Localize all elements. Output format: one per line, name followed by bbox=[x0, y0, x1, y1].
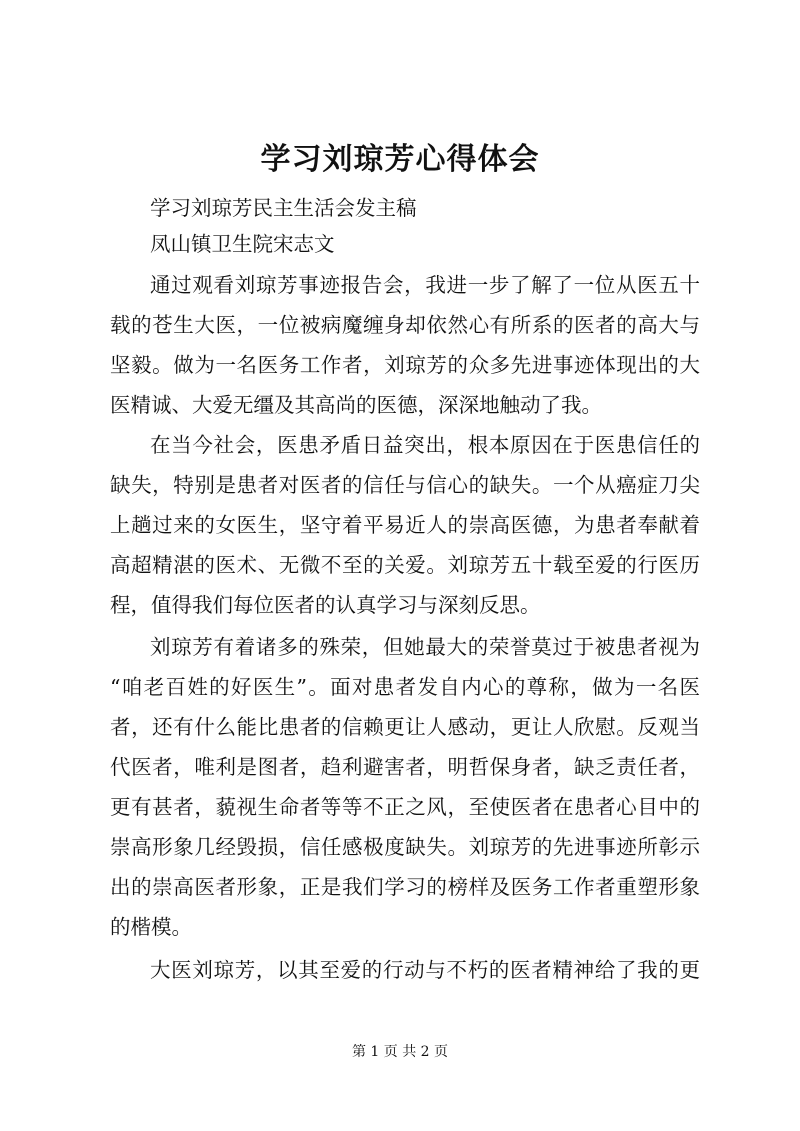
paragraph-3-line-6: 崇高形象几经毁损，信任感极度缺失。刘琼芳的先进事迹所彰示 bbox=[110, 835, 700, 859]
paragraph-1-line-4: 医精诚、大爱无缰及其高尚的医德，深深地触动了我。 bbox=[110, 393, 602, 417]
document-title: 学习刘琼芳心得体会 bbox=[260, 142, 540, 177]
paragraph-1-line-3: 坚毅。做为一名医务工作者，刘琼芳的众多先进事迹体现出的大 bbox=[110, 353, 700, 377]
paragraph-2-line-2: 缺失，特别是患者对医者的信任与信心的缺失。一个从癌症刀尖 bbox=[110, 473, 700, 497]
paragraph-2-line-4: 高超精湛的医术、无微不至的关爱。刘琼芳五十载至爱的行医历 bbox=[110, 553, 700, 577]
subtitle: 学习刘琼芳民主生活会发主稿 bbox=[150, 196, 417, 220]
paragraph-3-line-2: “咱老百姓的好医生”。面对患者发自内心的尊称，做为一名医 bbox=[110, 675, 700, 699]
paragraph-3-line-5: 更有甚者，藐视生命者等等不正之风，至使医者在患者心目中的 bbox=[110, 795, 700, 819]
paragraph-3-line-7: 出的崇高医者形象，正是我们学习的榜样及医务工作者重塑形象 bbox=[110, 875, 700, 899]
paragraph-3-line-8: 的楷模。 bbox=[110, 915, 192, 939]
paragraph-2-line-3: 上趟过来的女医生，坚守着平易近人的崇高医德，为患者奉献着 bbox=[110, 513, 700, 537]
paragraph-3-line-3: 者，还有什么能比患者的信赖更让人感动，更让人欣慰。反观当 bbox=[110, 715, 700, 739]
paragraph-1-line-2: 载的苍生大医，一位被病魔缠身却依然心有所系的医者的高大与 bbox=[110, 313, 700, 337]
paragraph-3-line-1: 刘琼芳有着诸多的殊荣，但她最大的荣誉莫过于被患者视为 bbox=[150, 635, 700, 659]
paragraph-2-line-5: 程，值得我们每位医者的认真学习与深刻反思。 bbox=[110, 593, 541, 617]
author-line: 凤山镇卫生院宋志文 bbox=[150, 232, 335, 256]
page-number-footer: 第 1 页 共 2 页 bbox=[351, 1044, 449, 1060]
paragraph-2-line-1: 在当今社会，医患矛盾日益突出，根本原因在于医患信任的 bbox=[150, 433, 700, 457]
paragraph-4-line-1: 大医刘琼芳，以其至爱的行动与不朽的医者精神给了我的更 bbox=[150, 958, 700, 982]
paragraph-1-line-1: 通过观看刘琼芳事迹报告会，我进一步了解了一位从医五十 bbox=[150, 273, 700, 297]
paragraph-3-line-4: 代医者，唯利是图者，趋利避害者，明哲保身者，缺乏责任者， bbox=[110, 755, 700, 779]
